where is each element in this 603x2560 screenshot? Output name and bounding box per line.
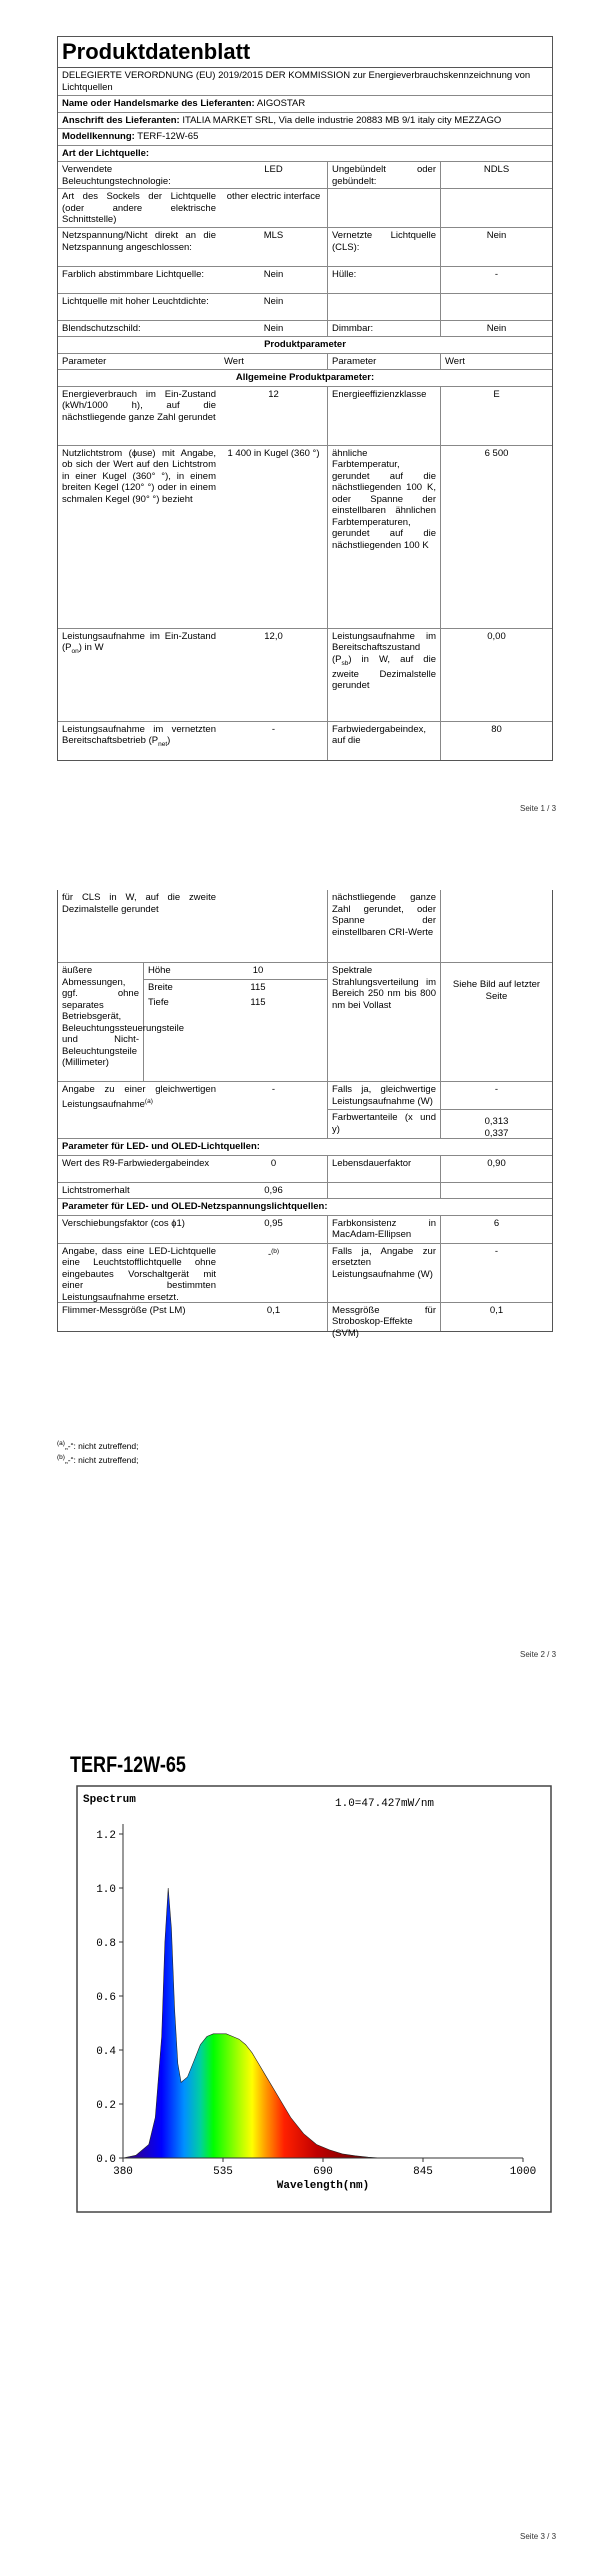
type-row [58, 320, 552, 336]
type-label: Art des Sockels der Lichtquelle (oder andere elektrische Schnittstelle) [62, 191, 216, 225]
param-row-equivalent [58, 1081, 552, 1138]
param-value: 0,00 [440, 629, 552, 721]
param-label: nächstliegende ganze Zahl gerundet, oder Spanne der einstellbaren CRI-Werte [327, 890, 440, 962]
param-row-dimensions [58, 962, 552, 1081]
type-value: NDLS [440, 162, 552, 188]
param-value: 12 [268, 388, 279, 400]
param-label: Angabe zu einer gleichwertigen Leistungsaufnahme$^{(a)}$ [62, 1084, 216, 1110]
type-label: Blendschutzschild: [62, 323, 141, 334]
param-row-energy [58, 386, 552, 445]
param-value: - [271, 1084, 276, 1095]
type-label: Lichtquelle mit hoher Leuchtdichte: [62, 296, 209, 307]
x-tick-label: 690 [313, 2166, 333, 2178]
param-value: 6 500 [440, 446, 552, 628]
param-row-flux [58, 445, 552, 628]
param-value: 0,90 [440, 1156, 552, 1182]
y-tick-label: 0.8 [96, 1938, 116, 1950]
param-row-network [58, 721, 552, 760]
param-row-continued [58, 890, 552, 962]
param-row-power [58, 628, 552, 721]
x-axis-label: Wavelength(nm) [276, 2180, 370, 2192]
param-label: Wert des R9-Farbwiedergabeindex [62, 1157, 210, 1169]
page-3 [0, 1720, 603, 2560]
param-label: Angabe, dass eine LED-Lichtquelle eine Leuchtstofflichtquelle ohne eingebautes Vorschaltgerät mit einer bestimmten Leistungsaufnahme ersetzt. [62, 1245, 216, 1303]
address-value: ITALIA MARKET SRL, Via delle industrie 20883 MB 9/1 italy city MEZZAGO [182, 114, 502, 126]
param-label: Lichtstromerhalt [62, 1184, 130, 1196]
type-value: MLS [263, 230, 284, 241]
x-tick-label: 535 [213, 2166, 233, 2178]
param-label: Flimmer-Messgröße (Pst LM) [62, 1304, 186, 1316]
type-label: Netzspannung/Nicht direkt an die Netzspannung angeschlossen: [62, 230, 216, 253]
type-label [327, 294, 440, 320]
type-value: Nein [263, 323, 284, 334]
param-value: 12,0 [264, 630, 283, 642]
col-param-1: Parameter [62, 355, 107, 367]
y-tick-label: 1.2 [96, 1830, 116, 1842]
param-value: 0 [270, 1157, 277, 1169]
param-label: Nutzlichtstrom (ɸuse) mit Angabe, ob sich der Wert auf den Lichtstrom in einer Kugel (360° °), in einem breiten Kegel (120° °) oder in einem schmalen Kegel (90° °) bezieht [62, 447, 216, 505]
dim-width-label: Breite [148, 981, 173, 993]
type-value [440, 189, 552, 227]
param-value: 0,95 [264, 1217, 283, 1229]
param-value: Siehe Bild auf letzter Seite [440, 963, 552, 1081]
param-value: - [440, 1244, 552, 1302]
param-row-flicker [58, 1302, 552, 1339]
param-value: -$^{(b)}$ [267, 1247, 280, 1260]
mains-params-heading: Parameter für LED- und OLED-Netzspannungslichtquellen: [58, 1198, 552, 1215]
dim-width-value: 115 [250, 981, 266, 993]
param-label: Messgröße für Stroboskop-Effekte (SVM) [327, 1303, 440, 1331]
param-value: 1 400 in Kugel (360 °) [227, 447, 320, 459]
param-label: für CLS in W, auf die zweite Dezimalstelle gerundet [62, 892, 216, 915]
datasheet-table-2 [57, 890, 553, 1339]
type-value: Nein [263, 296, 284, 307]
param-label: Farbkonsistenz in MacAdam-Ellipsen [327, 1216, 440, 1243]
regulation-text: DELEGIERTE VERORDNUNG (EU) 2019/2015 DER KOMMISSION zur Energieverbrauchskennzeichnung von Lichtquellen [62, 70, 531, 93]
datasheet-table-1 [57, 36, 553, 761]
model-value: TERF-12W-65 [137, 131, 199, 142]
dim-height-label: Höhe [148, 965, 171, 976]
type-value: LED [264, 164, 283, 175]
address-label: Anschrift des Lieferanten: [62, 114, 180, 126]
column-header-row [58, 353, 552, 370]
footnote-b: $^{(b)}$„-“: nicht zutreffend; [57, 1453, 139, 1465]
param-label: Farbwiedergabeindex, auf die [327, 722, 440, 760]
param-value: 0,96 [264, 1184, 283, 1196]
x-tick-label: 845 [413, 2166, 433, 2178]
dim-depth-label: Tiefe [148, 997, 169, 1008]
supplier-value: AIGOSTAR [256, 98, 306, 109]
param-value: E [440, 387, 552, 445]
y-tick-label: 0.6 [96, 1992, 116, 2004]
type-value: Nein [263, 269, 284, 280]
type-label: Dimmbar: [327, 321, 440, 336]
dimensions-values [144, 963, 327, 1081]
param-label: Falls ja, gleichwertige Leistungsaufnahme (W) Farbwertanteile (x und y) [327, 1082, 440, 1138]
general-params-heading: Allgemeine Produktparameter: [58, 369, 552, 386]
type-row [58, 293, 552, 320]
y-tick-label: 0.4 [96, 2046, 116, 2058]
type-heading: Art der Lichtquelle: [58, 145, 552, 162]
page-number: Seite 2 / 3 [520, 1650, 557, 1659]
param-label: Energieverbrauch im Ein-Zustand (kWh/1000 h), auf die nächstliegende ganze Zahl gerundet [62, 388, 216, 423]
x-tick-label: 380 [113, 2166, 133, 2178]
type-label: Ungebündelt oder gebündelt: [327, 162, 440, 188]
y-tick-label: 0.2 [96, 2100, 116, 2112]
footnotes [57, 1438, 139, 1466]
param-value: - [271, 723, 276, 735]
param-label: Leistungsaufnahme im Ein-Zustand $(P_{on})$ in W [62, 630, 216, 655]
supplier-label: Name oder Handelsmarke des Lieferanten: [62, 98, 255, 109]
page-1 [0, 0, 603, 820]
param-value: 0,1 [440, 1303, 552, 1331]
type-value: - [440, 267, 552, 293]
type-value: Nein [440, 321, 552, 336]
model-title: TERF-12W-65 [70, 1752, 186, 1777]
page-title: Produktdatenblatt [58, 37, 552, 68]
spectrum-chart [75, 1784, 555, 2216]
type-value: other electric interface [226, 191, 321, 202]
param-value: - 0,313 0,337 [440, 1082, 552, 1138]
col-value-2: Wert [440, 354, 552, 370]
col-value-1: Wert [224, 355, 244, 367]
type-value [440, 294, 552, 320]
y-tick-label: 0.0 [96, 2154, 116, 2166]
param-label: ähnliche Farbtemperatur, gerundet auf die nächstliegenden 100 K, oder Spanne der einstellbaren ähnlichen Farbtemperaturen, gerundet auf die nächstliegenden 100 K [327, 446, 440, 628]
param-row-cos [58, 1215, 552, 1243]
param-label: Verschiebungsfaktor (cos ɸ1) [62, 1217, 185, 1229]
type-label: Verwendete Beleuchtungstechnologie: [62, 164, 171, 187]
param-value: 6 [440, 1216, 552, 1243]
product-params-heading: Produktparameter [58, 336, 552, 353]
param-label: Energieeffizienzklasse [327, 387, 440, 445]
type-row [58, 188, 552, 227]
type-label: Vernetzte Lichtquelle (CLS): [327, 228, 440, 266]
type-label: Hülle: [327, 267, 440, 293]
type-label: Farblich abstimmbare Lichtquelle: [62, 269, 205, 280]
param-row-r9 [58, 1155, 552, 1182]
param-label: Falls ja, Angabe zur ersetzten Leistungsaufnahme (W) [327, 1244, 440, 1302]
page-number: Seite 1 / 3 [520, 804, 557, 813]
type-label [327, 189, 440, 227]
param-label: Lebensdauerfaktor [327, 1156, 440, 1182]
x-tick-label: 1000 [509, 2166, 537, 2178]
dim-depth-value: 115 [250, 997, 266, 1008]
dimensions-label: äußere Abmessungen, ggf. ohne separates Betriebsgerät, Beleuchtungssteuerungsteile und Nicht-Beleuchtungsteile (Millimeter) [58, 963, 144, 1081]
type-row [58, 227, 552, 266]
param-value: 80 [440, 722, 552, 760]
type-value: Nein [440, 228, 552, 266]
footnote-a: $^{(a)}$„-“: nicht zutreffend; [57, 1440, 139, 1451]
page-number: Seite 3 / 3 [520, 2532, 557, 2541]
param-row-replace [58, 1243, 552, 1302]
model-label: Modellkennung: [62, 131, 135, 142]
chart-title: Spectrum [83, 1794, 136, 1806]
col-param-2: Parameter [327, 354, 440, 370]
y-tick-label: 1.0 [96, 1884, 116, 1896]
page-2 [0, 880, 603, 1680]
param-label: Leistungsaufnahme im Bereitschaftszustand $(P_{sb})$ in W, auf die zweite Dezimalstelle gerundet [327, 629, 440, 721]
param-label: Leistungsaufnahme im vernetzten Bereitschaftsbetrieb $(P_{net})$ [62, 723, 216, 748]
param-label: Spektrale Strahlungsverteilung im Bereich 250 nm bis 800 nm bei Vollast [327, 963, 440, 1081]
type-row [58, 266, 552, 293]
dim-height-value: 10 [252, 965, 264, 976]
led-params-heading: Parameter für LED- und OLED-Lichtquellen: [58, 1138, 552, 1155]
chart-annotation: 1.0=47.427mW/nm [335, 1798, 435, 1810]
param-value: 0,1 [266, 1304, 281, 1316]
type-row [58, 161, 552, 188]
param-row-flux-maintenance [58, 1182, 552, 1199]
